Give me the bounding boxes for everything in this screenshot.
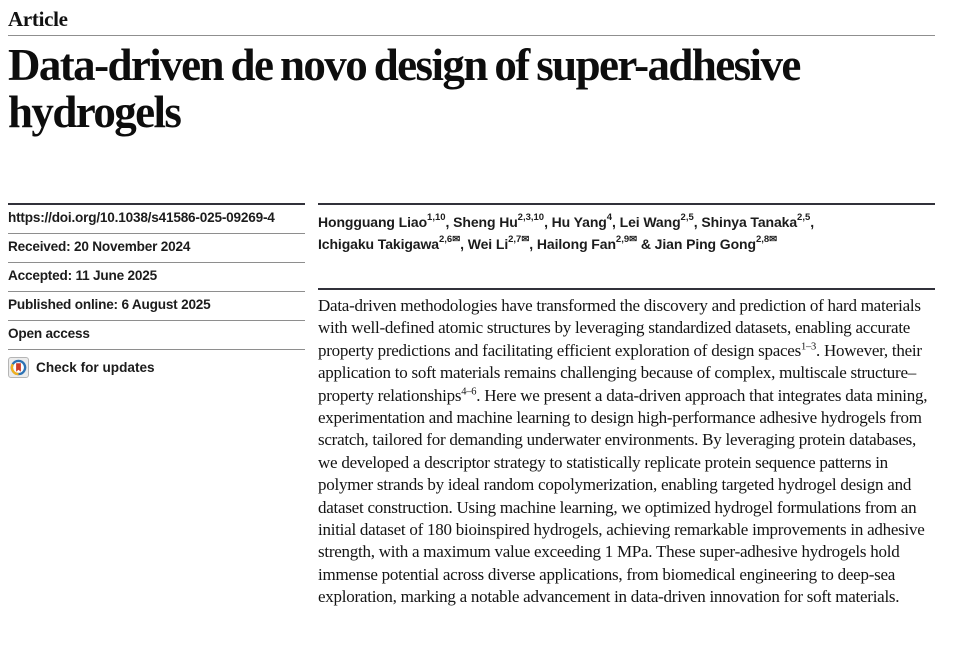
author: Jian Ping Gong$^{2,8✉}$ — [654, 234, 778, 252]
meta-row-published: Published online: 6 August 2025 — [8, 292, 305, 321]
metadata-sidebar — [8, 203, 305, 609]
author-affiliations: 2,8✉ — [755, 234, 778, 246]
author: Ichigaku Takigawa$^{2,6✉}$, — [318, 234, 468, 252]
author: Lei Wang$^{2,5}$, — [619, 212, 702, 230]
meta-row-received: Received: 20 November 2024 — [8, 234, 305, 263]
crossmark-icon — [8, 357, 29, 378]
author: Wei $Li^{2,7✉}$, — [467, 234, 537, 252]
author-affiliations: 4 — [606, 212, 613, 224]
author-affiliations: 1,10 — [427, 212, 446, 224]
abstract-text — [318, 288, 935, 609]
abstract-segment: . Here we present a data-driven approach that integrates data mining, experimentation and machine learning to design high-performance adhesive hydrogels from scratch, tailored for demanding underwater environments. By leveraging protein databases, we developed a descriptor strategy to statistically replicate protein sequence patterns in polymer strands by ideal random copolymerization, enabling targeted hydrogel design and dataset construction. Using machine learning, we optimized hydrogel formulations from an initial dataset of 180 bioinspired hydrogels, achieving remarkable improvements in adhesive strength, with a maximum value exceeding 1 MPa. These super-adhesive hydrogels hold immense potential across diverse applications, from biomedical engineering to deep-sea exploration, marking a notable advancement in data-driven innovation for soft materials. — [318, 385, 928, 607]
article-type-label: Article — [8, 7, 68, 31]
check-for-updates-label: Check for updates — [36, 360, 155, 375]
article-header-columns — [8, 203, 935, 609]
author-affiliations: 2,6✉ — [438, 234, 461, 246]
author-affiliations: 2,5 — [797, 212, 811, 224]
reference-citation[interactable]: 4–6 — [461, 385, 477, 397]
author: Shinya Tanaka$^{2,5}$, — [701, 212, 815, 230]
abstract-segment: . However, their application to soft materials remains challenging because of complex, multiscale structure–property relationships — [318, 340, 922, 405]
author-affiliations: 2,9✉ — [615, 234, 638, 246]
meta-row-accepted: Accepted: 11 June 2025 — [8, 263, 305, 292]
author-affiliations: 2,5 — [680, 212, 694, 224]
author: Hailong Fan$^{2,9✉}$ & — [536, 234, 655, 252]
divider — [8, 35, 935, 36]
reference-citation[interactable]: 1–3 — [800, 341, 816, 353]
article-main-column — [318, 203, 935, 609]
check-for-updates-button[interactable] — [8, 350, 305, 378]
page-title: Data-driven de novo design of super-adhesive hydrogels — [8, 40, 800, 137]
author: Hongguang Liao$^{1,10}$, — [318, 212, 454, 230]
meta-row-open-access: Open access — [8, 321, 305, 350]
author: Sheng Hu$^{2,3,10}$, — [453, 212, 552, 230]
author-affiliations: 2,7✉ — [508, 234, 530, 246]
author-affiliations: 2,3,10 — [517, 212, 545, 224]
doi-link[interactable]: https://doi.org/10.1038/s41586-025-09269-4 — [8, 205, 305, 234]
abstract-segment: Data-driven methodologies have transformed the discovery and prediction of hard materials with well-defined atomic structures by leveraging standardized datasets, enabling accurate property predictions and facilitating efficient exploration of design spaces — [318, 296, 921, 360]
author: Hu Yang$^4$, — [551, 212, 620, 230]
author-list — [318, 203, 935, 255]
